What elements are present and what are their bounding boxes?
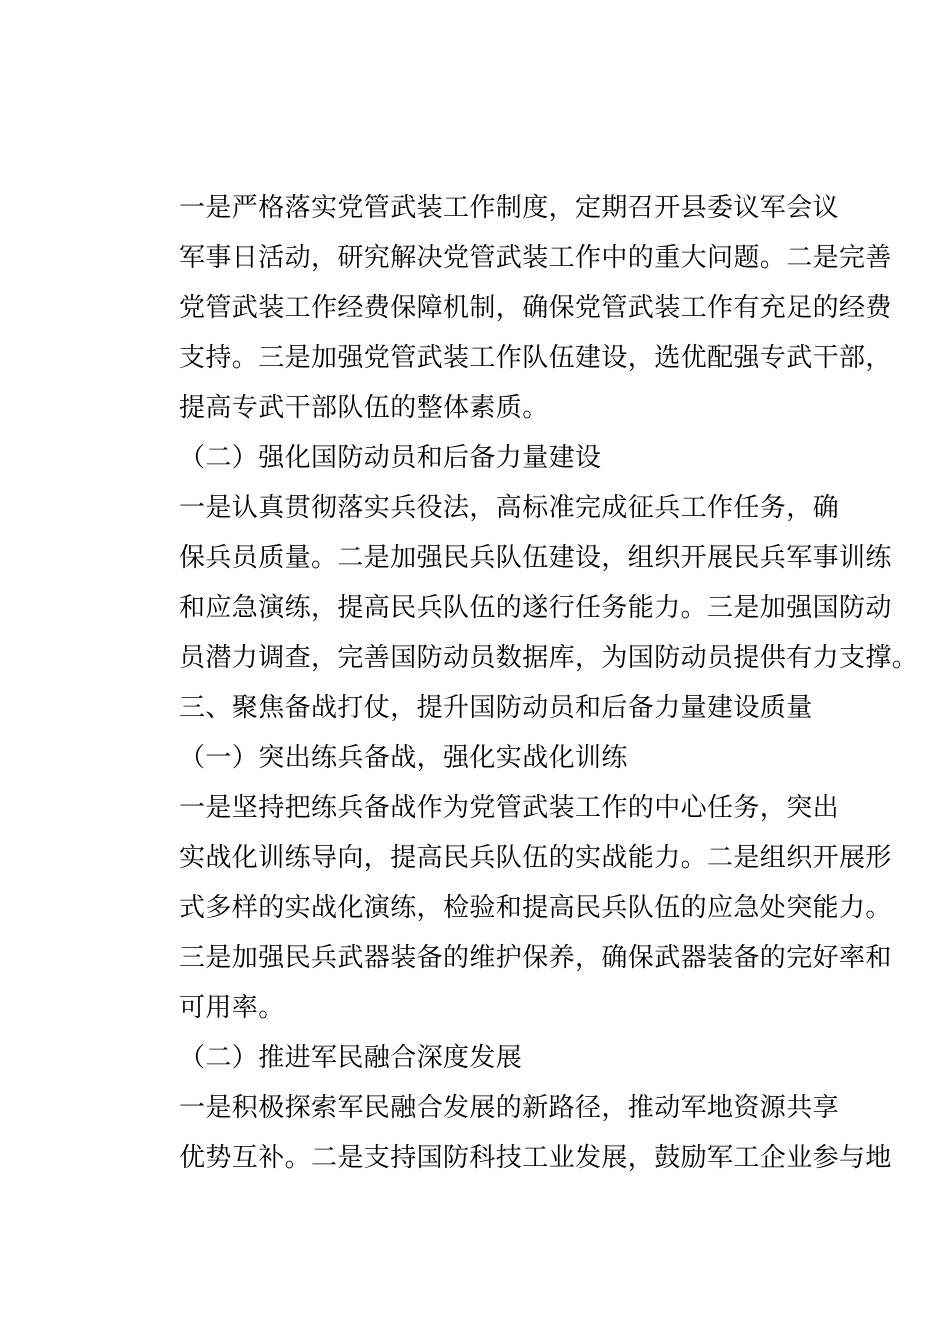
text-line: 三是加强民兵武器装备的维护保养，确保武器装备的完好率和 [179, 943, 892, 973]
chapter-heading: 三、聚焦备战打仗，提升国防动员和后备力量建设质量 [179, 693, 813, 723]
section-heading: （一）突出练兵备战，强化实战化训练 [179, 743, 628, 773]
text-line: 提高专武干部队伍的整体素质。 [179, 393, 549, 423]
text-line: 支持。三是加强党管武装工作队伍建设，选优配强专武干部， [179, 343, 892, 373]
text-line: 员潜力调查，完善国防动员数据库，为国防动员提供有力支撑。 [179, 643, 919, 673]
text-line: 党管武装工作经费保障机制，确保党管武装工作有充足的经费 [179, 293, 892, 323]
text-line: 保兵员质量。二是加强民兵队伍建设，组织开展民兵军事训练 [179, 543, 892, 573]
text-line: 一是认真贯彻落实兵役法，高标准完成征兵工作任务，确 [179, 493, 840, 523]
text-line: 一是严格落实党管武装工作制度，定期召开县委议军会议 [179, 193, 840, 223]
paragraph [127, 783, 892, 1033]
text-line: 一是坚持把练兵备战作为党管武装工作的中心任务，突出 [179, 793, 840, 823]
text-line: 和应急演练，提高民兵队伍的遂行任务能力。三是加强国防动 [179, 593, 892, 623]
section-heading: （二）推进军民融合深度发展 [179, 1043, 523, 1073]
text-line: 式多样的实战化演练，检验和提高民兵队伍的应急处突能力。 [179, 893, 892, 923]
text-line: 优势互补。二是支持国防科技工业发展，鼓励军工企业参与地 [179, 1143, 892, 1173]
paragraph [127, 183, 892, 433]
text-line: 实战化训练导向，提高民兵队伍的实战能力。二是组织开展形 [179, 843, 892, 873]
section-heading: （二）强化国防动员和后备力量建设 [179, 443, 602, 473]
text-line: 一是积极探索军民融合发展的新路径，推动军地资源共享 [179, 1093, 840, 1123]
text-line: 可用率。 [179, 993, 285, 1023]
document-page [127, 183, 919, 1183]
paragraph [127, 483, 919, 683]
paragraph [127, 1083, 892, 1183]
text-line: 军事日活动，研究解决党管武装工作中的重大问题。二是完善 [179, 243, 892, 273]
